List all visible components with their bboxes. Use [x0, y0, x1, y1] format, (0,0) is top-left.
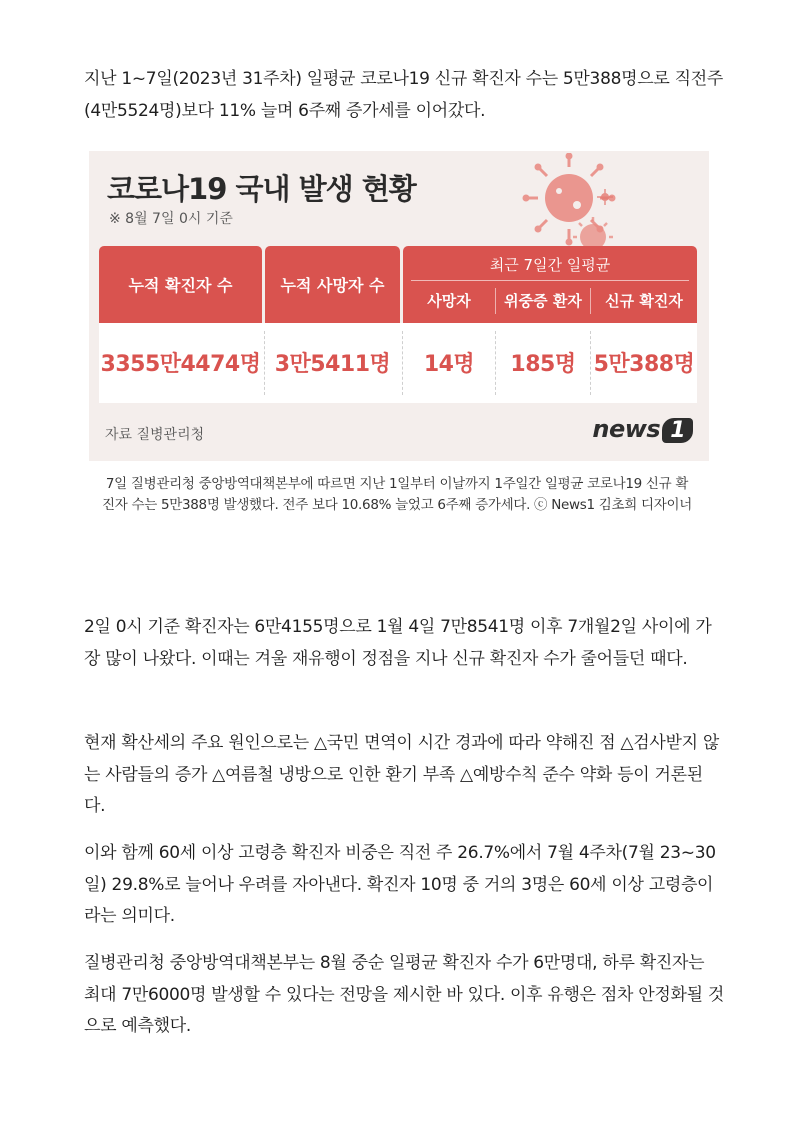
article-paragraph-1: 지난 1~7일(2023년 31주차) 일평균 코로나19 신규 확진자 수는 5만388명으로 직전주(4만5524명)보다 11% 늘며 6주째 증가세를 이어갔다.: [84, 69, 723, 121]
header-new-cases: 신규 확진자: [605, 292, 683, 310]
news1-logo: [592, 415, 693, 443]
logo-text: news: [592, 415, 661, 443]
value-severe: 185명: [510, 352, 576, 377]
value-cumulative-cases: 3355만4474명: [100, 352, 261, 377]
article-paragraph-4: 이와 함께 60세 이상 고령층 확진자 비중은 직전 주 26.7%에서 7월 4주차(7월 23~30일) 29.8%로 늘어나 우려를 자아낸다. 확진자 10명 중 거의 3명은 60세 이상 고령층이라는 의미다.: [84, 843, 716, 926]
header-cumulative-deaths: 누적 사망자 수: [265, 246, 400, 323]
stats-values-row: [99, 323, 697, 403]
header-cumulative-cases: 누적 확진자 수: [99, 246, 262, 323]
header-severe: 위중증 환자: [504, 292, 582, 310]
article-paragraph-2: 2일 0시 기준 확진자는 6만4155명으로 1월 4일 7만8541명 이후 7개월2일 사이에 가장 많이 나왔다. 이때는 겨울 재유행이 정점을 지나 신규 확진자 수가 줄어들던 때다.: [84, 617, 712, 669]
article-paragraph-3: 현재 확산세의 주요 원인으로는 △국민 면역이 시간 경과에 따라 약해진 점 △검사받지 않는 사람들의 증가 △여름철 냉방으로 인한 환기 부족 △예방수칙 준수 약화 등이 거론된다.: [84, 733, 719, 816]
value-deaths: 14명: [423, 352, 475, 377]
header-divider: [411, 280, 689, 281]
infographic-title: 코로나19 국내 발생 현황: [107, 172, 416, 206]
value-new-cases: 5만388명: [593, 352, 695, 377]
logo-badge: 1: [662, 418, 693, 443]
virus-icon: [509, 153, 699, 253]
value-cumulative-deaths: 3만5411명: [274, 352, 391, 377]
header-recent-average: [403, 246, 697, 323]
header-recent-average-label: 최근 7일간 일평균: [489, 256, 611, 274]
infographic-date: ※ 8월 7일 0시 기준: [109, 211, 233, 227]
article-paragraph-5: 질병관리청 중앙방역대책본부는 8월 중순 일평균 확진자 수가 6만명대, 하루 확진자는 최대 7만6000명 발생할 수 있다는 전망을 제시한 바 있다. 이후 유행은 점차 안정화될 것으로 예측했다.: [84, 953, 724, 1036]
data-source: 자료 질병관리청: [105, 427, 205, 443]
image-caption: 7일 질병관리청 중앙방역대책본부에 따르면 지난 1일부터 이날까지 1주일간 일평균 코로나19 신규 확진자 수는 5만388명 발생했다. 전주 보다 10.68% 늘었고 6주째 증가세다. ⓒ News1 김초희 디자이너: [102, 476, 692, 513]
header-deaths: 사망자: [427, 292, 471, 310]
covid-status-infographic: [89, 151, 709, 461]
